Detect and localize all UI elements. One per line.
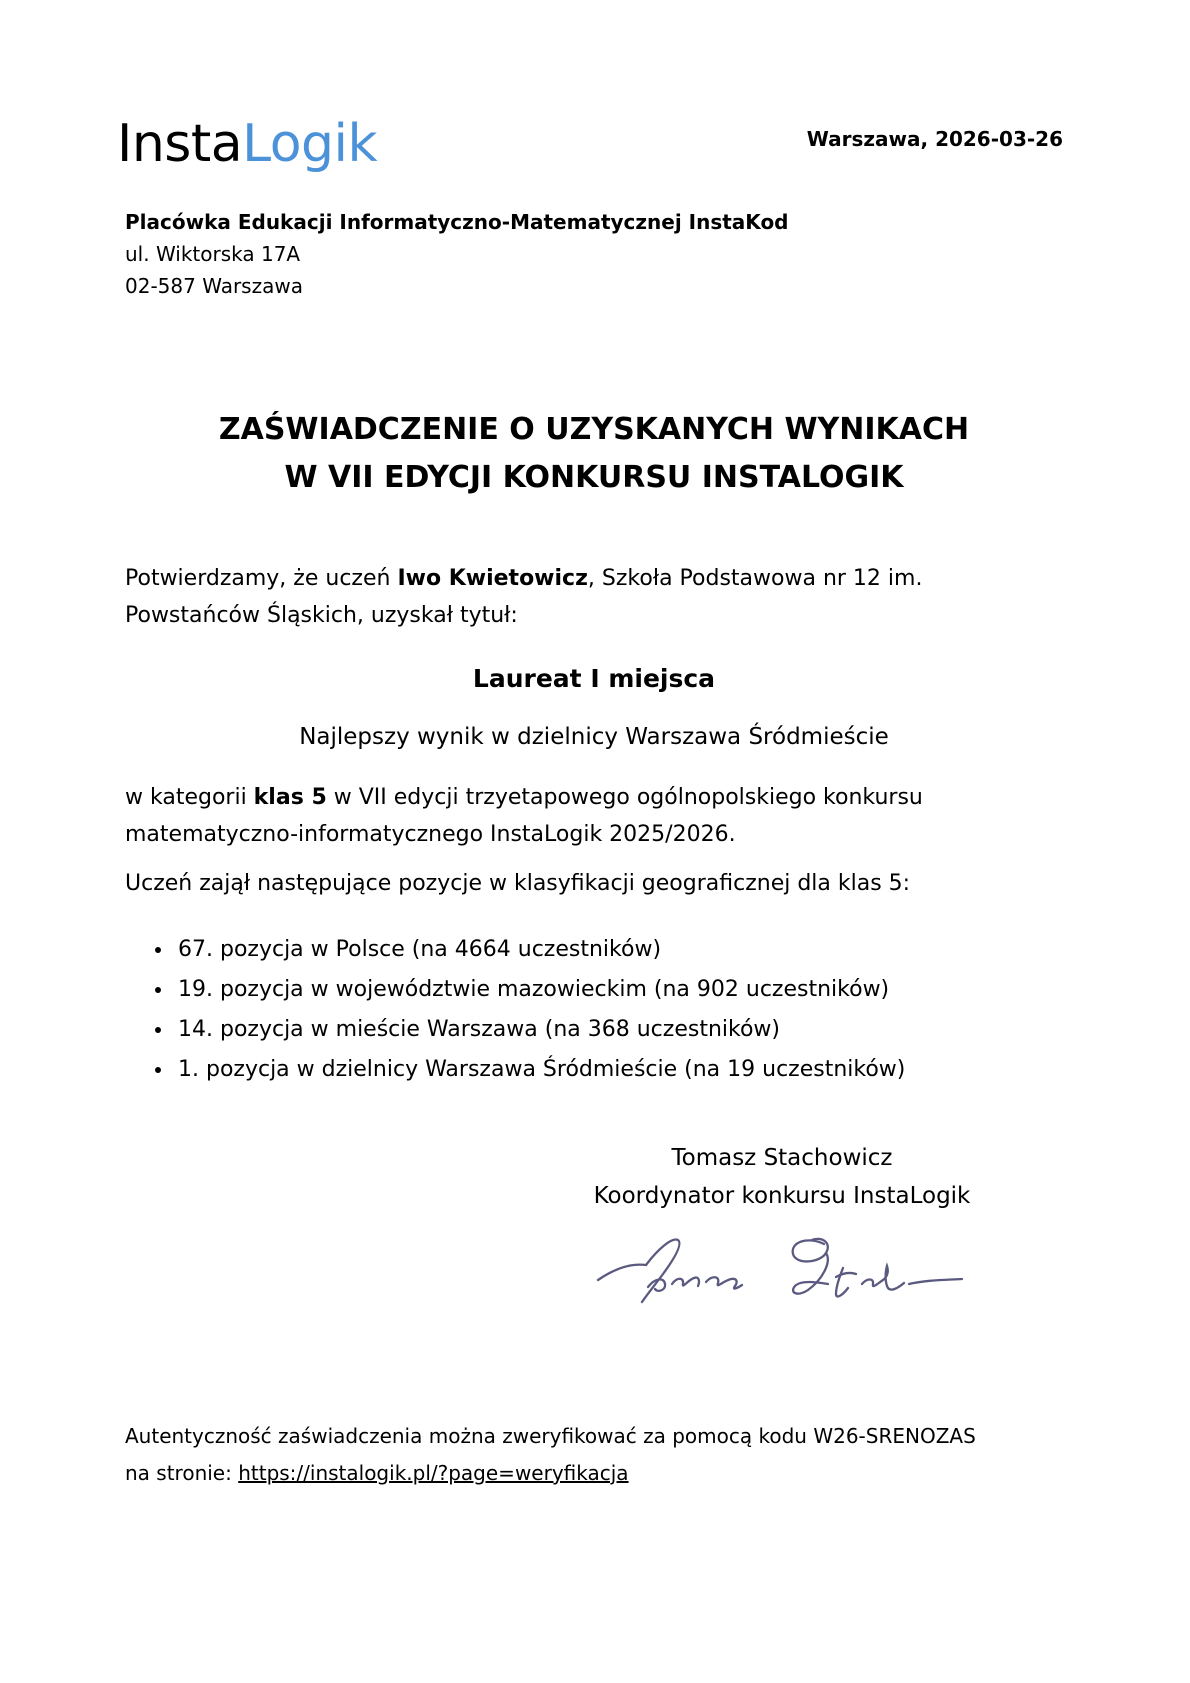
logo-part-insta: Insta [117, 114, 243, 174]
signatory-name: Tomasz Stachowicz [671, 1145, 893, 1171]
place-and-date: Warszawa, 2026-03-26 [806, 127, 1063, 151]
category-paragraph [125, 779, 1005, 853]
award-subtitle: Najlepszy wynik w dzielnicy Warszawa Śródmieście [299, 724, 889, 750]
verification-paragraph [125, 1418, 1005, 1492]
logo-part-logik: Logik [242, 114, 378, 174]
signatory-block [450, 1139, 1114, 1215]
position-item-poland: • 67. pozycja w Polsce (na 4664 uczestników) [174, 930, 905, 970]
position-item-city: • 14. pozycja w mieście Warszawa (na 368 uczestników) [174, 1010, 905, 1050]
category-suffix: w VII edycji trzyetapowego ogólnopolskiego konkursu [326, 785, 923, 810]
confirmation-prefix: Potwierdzamy, że uczeń [125, 566, 398, 591]
organization-name: Placówka Edukacji Informatyczno-Matematycznej InstaKod [125, 210, 789, 234]
verification-line2-prefix: na stronie: [125, 1461, 239, 1485]
handwritten-signature-image [596, 1232, 964, 1316]
confirmation-suffix: , Szkoła Podstawowa nr 12 im. [587, 566, 923, 591]
signatory-role: Koordynator konkursu InstaLogik [593, 1183, 971, 1209]
certificate-title-line2: W VII EDYCJI KONKURSU INSTALOGIK [284, 460, 904, 495]
positions-list [152, 930, 905, 1090]
organization-block [125, 206, 789, 302]
certificate-title-line1: ZAŚWIADCZENIE O UZYSKANYCH WYNIKACH [218, 412, 970, 447]
award-title: Laureat I miejsca [472, 664, 716, 693]
position-item-voivodeship: • 19. pozycja w województwie mazowieckim (na 902 uczestników) [174, 970, 905, 1010]
verification-link[interactable]: https://instalogik.pl/?page=weryfikacja [238, 1461, 629, 1485]
student-name: Iwo Kwietowicz [397, 566, 588, 591]
verification-line1: Autentyczność zaświadczenia można zweryfikować za pomocą kodu W26-SRENOZAS [125, 1424, 976, 1448]
positions-intro: Uczeń zajął następujące pozycje w klasyfikacji geograficznej dla klas 5: [125, 871, 911, 896]
category-class: klas 5 [253, 785, 327, 810]
organization-street: ul. Wiktorska 17A [125, 242, 301, 266]
category-line2: matematyczno-informatycznego InstaLogik 2025/2026. [125, 822, 736, 847]
confirmation-paragraph [125, 560, 985, 634]
certificate-title [125, 406, 1063, 502]
confirmation-line2: Powstańców Śląskich, uzyskał tytuł: [125, 603, 518, 628]
position-item-district: • 1. pozycja w dzielnicy Warszawa Śródmieście (na 19 uczestników) [174, 1050, 905, 1090]
organization-city: 02-587 Warszawa [125, 274, 303, 298]
category-prefix: w kategorii [125, 785, 254, 810]
